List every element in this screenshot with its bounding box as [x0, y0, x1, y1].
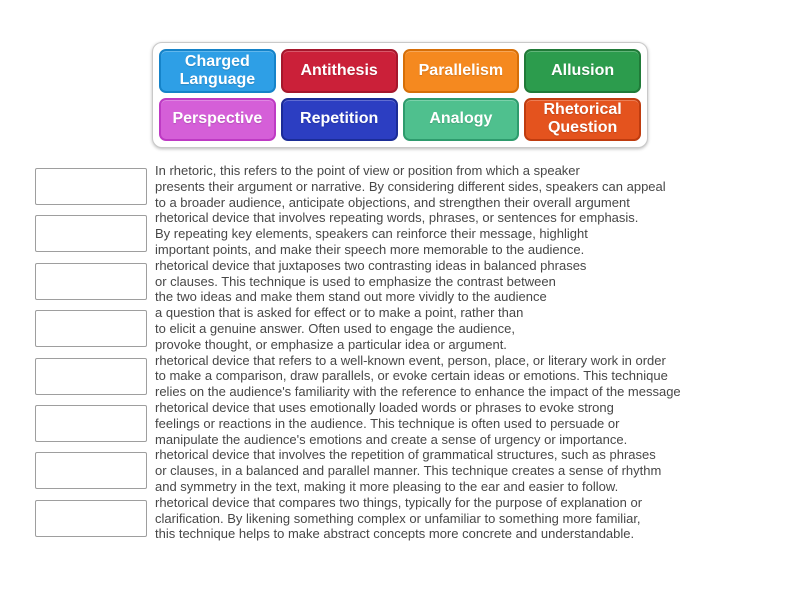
definition-rows — [0, 163, 800, 542]
definition-line: By repeating key elements, speakers can reinforce their message, highlight — [155, 226, 588, 242]
definition-line: to make a comparison, draw parallels, or evoke certain ideas or emotions. This technique — [155, 368, 668, 384]
definition-text — [155, 447, 661, 494]
tile-allusion[interactable] — [524, 49, 641, 93]
definition-line: In rhetoric, this refers to the point of view or position from which a speaker — [155, 163, 580, 178]
tile-parallelism[interactable] — [403, 49, 520, 93]
answer-drop-slot[interactable] — [35, 405, 147, 442]
match-row — [0, 353, 800, 400]
tile-antithesis[interactable] — [281, 49, 398, 93]
definition-line: rhetorical device that involves the repetition of grammatical structures, such as phrases — [155, 447, 656, 463]
match-row — [0, 447, 800, 494]
definition-line: a question that is asked for effect or to make a point, rather than — [155, 305, 524, 321]
answer-drop-slot[interactable] — [35, 263, 147, 300]
definition-line: to a broader audience, anticipate objections, and strengthen their overall argument — [155, 194, 630, 210]
definition-line: rhetorical device that compares two things, typically for the purpose of explanation or — [155, 494, 643, 510]
definition-line: rhetorical device that juxtaposes two contrasting ideas in balanced phrases — [155, 257, 587, 273]
answer-drop-slot[interactable] — [35, 215, 147, 252]
definition-text — [155, 353, 681, 400]
definition-line: important points, and make their speech more memorable to the audience. — [155, 241, 585, 257]
answer-drop-slot[interactable] — [35, 358, 147, 395]
tile-repetition[interactable] — [281, 98, 398, 142]
definition-text — [155, 258, 586, 305]
tile-perspective[interactable] — [159, 98, 276, 142]
match-row — [0, 163, 800, 210]
tile-rhetorical-question[interactable] — [524, 98, 641, 142]
tile-label: Charged Language — [179, 52, 256, 88]
definition-line: rhetorical device that uses emotionally loaded words or phrases to evoke strong — [155, 399, 614, 415]
definition-line: rhetorical device that refers to a well-known event, person, place, or literary work in order — [155, 352, 666, 368]
tile-label: Analogy — [429, 110, 493, 128]
definition-line: and symmetry in the text, making it more pleasing to the ear and easier to follow. — [155, 478, 619, 494]
definition-line: presents their argument or narrative. By considering different sides, speakers can appeal — [155, 178, 666, 194]
definition-line: manipulate the audience's emotions and create a sense of urgency or importance. — [155, 431, 628, 447]
answer-drop-slot[interactable] — [35, 168, 147, 205]
definition-line: or clauses. This technique is used to emphasize the contrast between — [155, 273, 556, 289]
definition-line: rhetorical device that involves repeating words, phrases, or sentences for emphasis. — [155, 210, 639, 226]
tile-label: Antithesis — [300, 61, 378, 79]
match-row — [0, 210, 800, 257]
definition-text — [155, 210, 638, 257]
tile-label: Repetition — [300, 110, 379, 128]
tile-label: Perspective — [172, 110, 263, 128]
tile-label: Parallelism — [418, 61, 504, 79]
match-row — [0, 495, 800, 542]
definition-line: provoke thought, or emphasize a particular idea or argument. — [155, 336, 507, 352]
definition-line: this technique helps to make abstract concepts more concrete and understandable. — [155, 526, 635, 542]
definition-line: to elicit a genuine answer. Often used to engage the audience, — [155, 320, 515, 336]
tile-analogy[interactable] — [403, 98, 520, 142]
definition-text — [155, 400, 627, 447]
definition-line: clarification. By likening something complex or unfamiliar to something more familiar, — [155, 510, 641, 526]
answer-drop-slot[interactable] — [35, 310, 147, 347]
tile-label: Allusion — [551, 61, 615, 79]
tile-charged-language[interactable] — [159, 49, 276, 93]
definition-text — [155, 163, 666, 210]
definition-text — [155, 495, 642, 542]
match-row — [0, 305, 800, 352]
keyword-tile-panel — [152, 42, 648, 148]
match-row — [0, 258, 800, 305]
definition-line: relies on the audience's familiarity with the reference to enhance the impact of the message — [155, 384, 681, 400]
definition-line: or clauses, in a balanced and parallel manner. This technique creates a sense of rhythm — [155, 463, 662, 479]
answer-drop-slot[interactable] — [35, 452, 147, 489]
definition-text — [155, 305, 523, 352]
tile-label: Rhetorical Question — [543, 101, 622, 137]
answer-drop-slot[interactable] — [35, 500, 147, 537]
match-row — [0, 400, 800, 447]
definition-line: feelings or reactions in the audience. This technique is often used to persuade or — [155, 415, 620, 431]
definition-line: the two ideas and make them stand out more vividly to the audience — [155, 289, 547, 305]
